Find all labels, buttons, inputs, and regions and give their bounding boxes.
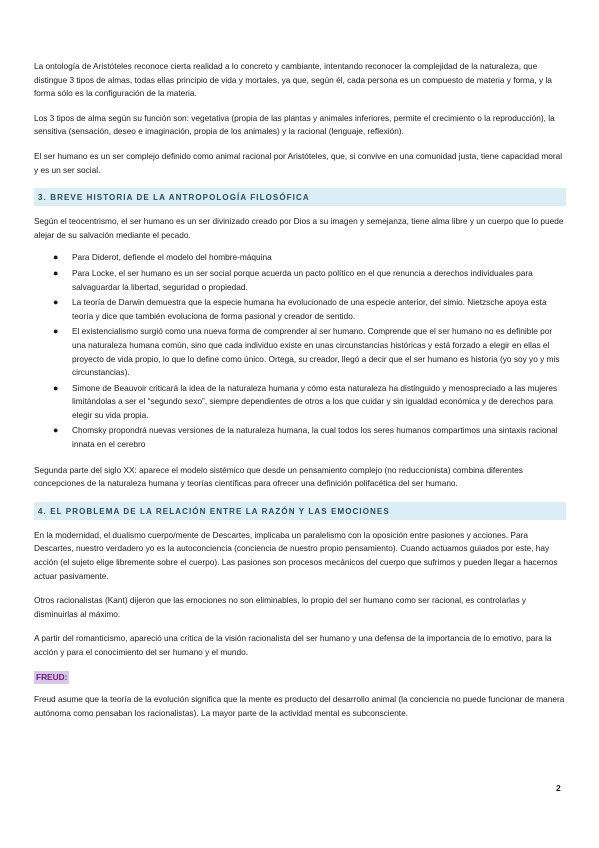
paragraph-kant: Otros racionalistas (Kant) dijeron que las emociones no son eliminables, lo propio del ser humano como ser racional, es controlarlas y disminuirlas al máximo.	[34, 595, 527, 619]
list-item-text: Para Locke, el ser humano es un ser social porque acuerda un pacto político en el que renuncia a derechos individuales para salvaguardar la libertad, seguridad o propiedad.	[72, 267, 533, 292]
list-item-text: Simone de Beauvoir criticará la idea de la naturaleza humana y cómo esta naturaleza ha distinguido y menospreciado a las mujeres limitándolas a ser el “segundo sexo”, siempre dependientes de otros a los que cuidar y sin igualdad económica y de derechos para elegir su vida propia.	[72, 382, 558, 420]
paragraph-descartes: En la modernidad, el dualismo cuerpo/mente de Descartes, implicaba un paralelismo con la oposición entre pasiones y acciones. Para Descartes, nuestro verdadero yo es la autoconciencia (conciencia de nuestro propio pensamiento). Cuando actuamos guiados por este, hay acción (el sujeto elige libremente sobre el cuerpo). Las pasiones son procesos mecánicos del cuerpo que sufrimos y pueden llegar a hacernos actuar pasivamente.	[34, 529, 558, 581]
bullet-list	[34, 251, 566, 451]
list-item	[53, 382, 566, 423]
list-item	[53, 296, 566, 323]
paragraph-human-definition: El ser humano es un ser complejo definido como animal racional por Aristóteles, que, si convive en una comunidad justa, tiene capacidad moral y es un ser social.	[34, 150, 563, 175]
list-item	[53, 267, 566, 294]
freud-label-line	[34, 671, 566, 685]
bullet-icon: ●	[53, 326, 59, 337]
bullet-icon: ●	[53, 267, 59, 278]
list-item	[53, 325, 566, 379]
paragraph-aristotle-ontology: La ontología de Aristóteles reconoce cierta realidad a lo concreto y cambiante, intentando reconocer la complejidad de la naturaleza, que distingue 3 tipos de almas, todas ellas principio de vida y mortales, ya que, según él, cada persona es un compuesto de materia y forma, y la forma sólo es la configuración de la materia.	[34, 61, 552, 99]
bullet-icon: ●	[53, 297, 59, 308]
paragraph-theocentrism: Según el teocentrismo, el ser humano es un ser divinizado creado por Dios a su imagen y semejanza, tiene alma libre y un cuerpo que lo puede alejar de su salvación mediante el pecado.	[34, 216, 564, 240]
paragraph-freud: Freud asume que la teoría de la evolución significa que la mente es producto del desarrollo animal (la conciencia no puede funcionar de manera autónoma como pensaban los racionalistas). La mayor parte de la actividad mental es subconsciente.	[34, 694, 565, 718]
paragraph-systemic-model: Segunda parte del siglo XX: aparece el modelo sistémico que desde un pensamiento complejo (no reduccionista) combina diferentes concepciones de la naturaleza humana y teorías científicas para ofrecer una definición polifacética del ser humano.	[34, 464, 523, 489]
bullet-icon: ●	[53, 425, 59, 436]
list-item-text: La teoría de Darwin demuestra que la especie humana ha evolucionado de una especie anterior, del simio. Nietzsche apoya esta teoría y dice que también evoluciona de forma pasional y creador de sentido.	[72, 297, 547, 321]
list-item	[53, 251, 566, 265]
page-content	[34, 60, 566, 731]
bullet-icon: ●	[53, 382, 59, 393]
freud-highlight-label: FREUD:	[36, 671, 68, 682]
list-item-text: El existencialismo surgió como una nueva forma de comprender al ser humano. Comprende que el ser humano no es definible por una naturaleza humana común, sino que cada individuo existe en unas circunstancias históricas y está forzado a elegir en ellas el proyecto de vida propio, lo que lo define como único. Ortega, su creador, llegó a decir que el ser humano es historia (yo soy yo y mis circunstancias).	[72, 326, 560, 378]
list-item-text: Para Diderot, defiende el modelo del hombre-máquina	[72, 252, 272, 263]
page-number: 2	[556, 783, 561, 793]
paragraph-romanticism: A partir del romanticismo, apareció una crítica de la visión racionalista del ser humano y una defensa de la importancia de lo emotivo, para la acción y para el conocimiento del ser humano y el mundo.	[34, 633, 552, 657]
bullet-icon: ●	[53, 252, 59, 263]
paragraph-soul-types: Los 3 tipos de alma según su función son: vegetativa (propia de las plantas y animales inferiores, permite el crecimiento o la reproducción), la sensitiva (sensación, deseo e imaginación, propia de los animales) y la racional (lenguaje, reflexión).	[34, 112, 555, 137]
list-item	[53, 424, 566, 451]
list-item-text: Chomsky propondrá nuevas versiones de la naturaleza humana, la cual todos los seres humanos compartimos una sintaxis racional innata en el cerebro	[72, 425, 558, 450]
section-heading-4: 4. EL PROBLEMA DE LA RELACIÓN ENTRE LA RAZÓN Y LAS EMOCIONES	[34, 502, 566, 520]
section-heading-3: 3. BREVE HISTORIA DE LA ANTROPOLOGÍA FILOSÓFICA	[34, 188, 566, 206]
